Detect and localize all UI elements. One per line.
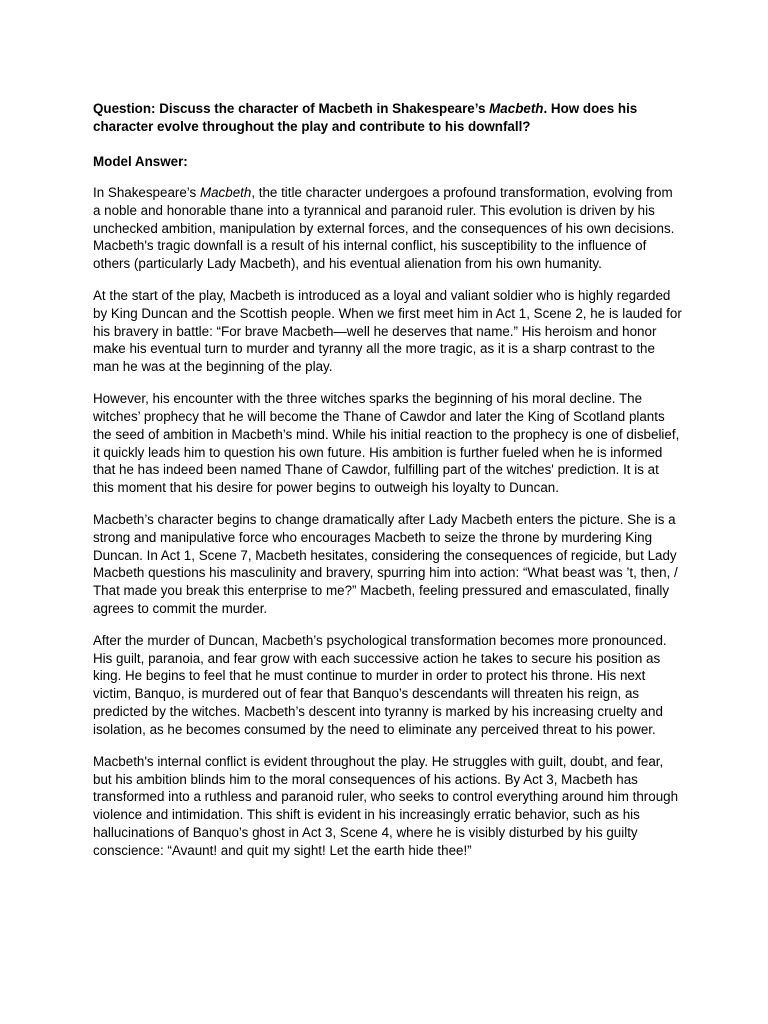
document-body <box>93 100 683 874</box>
question-text <box>93 100 683 136</box>
question-prefix: Question: Discuss the character of Macbeth in Shakespeare’s <box>93 101 490 116</box>
paragraph: Macbeth's internal conflict is evident throughout the play. He struggles with guilt, doubt, and fear, but his ambition blinds him to the moral consequences of his actions. By Act 3, Macbeth has transformed into a ruthless and paranoid ruler, who seeks to control everything around him through violence and intimidation. This shift is evident in his increasingly erratic behavior, such as his hallucinations of Banquo’s ghost in Act 3, Scene 4, where he is visibly disturbed by his guilty conscience: “Avaunt! and quit my sight! Let the earth hide thee!” <box>93 753 679 859</box>
question-title: Macbeth <box>489 101 544 116</box>
paragraph: However, his encounter with the three witches sparks the beginning of his moral decline. The witches’ prophecy that he will become the Thane of Cawdor and later the King of Scotland plants the seed of ambition in Macbeth’s mind. While his initial reaction to the prophecy is one of disbelief, it quickly leads him to question his own future. His ambition is further fueled when he is informed that he has indeed been named Thane of Cawdor, fulfilling part of the witches' prediction. It is at this moment that his desire for power begins to outweigh his loyalty to Duncan. <box>93 390 680 496</box>
paragraph: At the start of the play, Macbeth is introduced as a loyal and valiant soldier who is highly regarded by King Duncan and the Scottish people. When we first meet him in Act 1, Scene 2, he is lauded for his bravery in battle: “For brave Macbeth—well he deserves that name.” His heroism and honor make his eventual turn to murder and tyranny all the more tragic, as it is a sharp contrast to the man he was at the beginning of the play. <box>93 287 682 375</box>
paragraph: Macbeth’s character begins to change dramatically after Lady Macbeth enters the picture. She is a strong and manipulative force who encourages Macbeth to seize the throne by murdering King Duncan. In Act 1, Scene 7, Macbeth hesitates, considering the consequences of regicide, but Lady Macbeth questions his masculinity and bravery, spurring him into action: “What beast was ’t, then, / That made you break this enterprise to me?” Macbeth, feeling pressured and emasculated, finally agrees to commit the murder. <box>93 511 678 617</box>
question-suffix: . How does his character evolve throughout the play and contribute to his downfall? <box>93 101 638 134</box>
intro-title: Macbeth <box>199 184 252 200</box>
paragraph: After the murder of Duncan, Macbeth’s psychological transformation becomes more pronounced. His guilt, paranoia, and fear grow with each successive action he takes to secure his position as king. He begins to feel that he must continue to murder in order to protect his throne. His next victim, Banquo, is murdered out of fear that Banquo’s descendants will threaten his reign, as predicted by the witches. Macbeth’s descent into tyranny is marked by his increasing cruelty and isolation, as he becomes consumed by the need to eliminate any perceived threat to his power. <box>93 632 667 738</box>
intro-suffix: , the title character undergoes a profound transformation, evolving from a noble and honorable thane into a tyrannical and paranoid ruler. This evolution is driven by his unchecked ambition, manipulation by external forces, and the consequences of his own decisions. Macbeth's tragic downfall is a result of his internal conflict, his susceptibility to the influence of others (particularly Lady Macbeth), and his eventual alienation from his own humanity. <box>93 184 675 272</box>
model-answer-heading: Model Answer: <box>93 153 188 169</box>
intro-prefix: In Shakespeare’s <box>93 184 200 200</box>
paragraph-intro <box>93 184 683 274</box>
